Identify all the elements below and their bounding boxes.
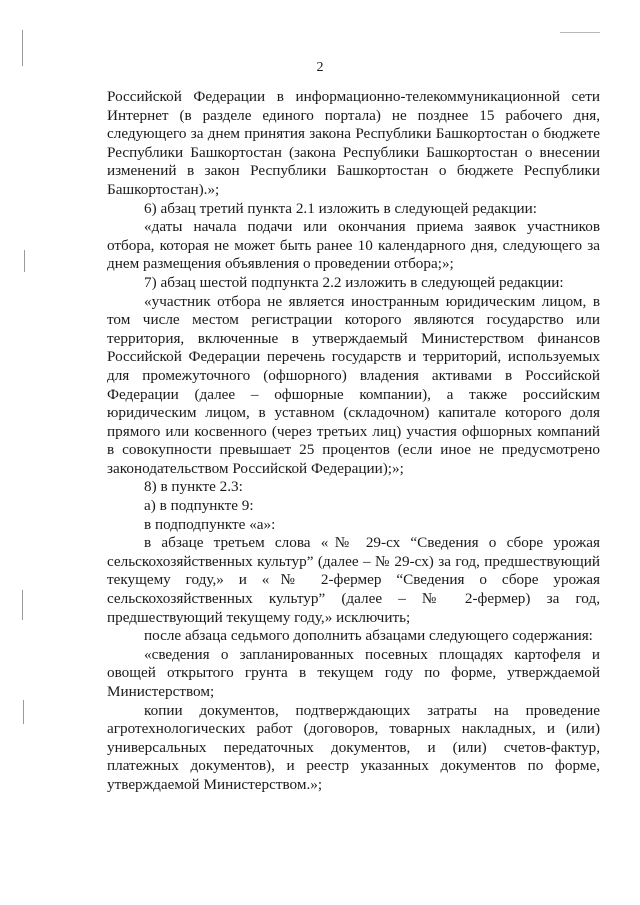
scan-corner-mark [560,32,600,33]
paragraph: в подподпункте «а»: [144,515,276,533]
paragraph: а) в подпункте 9: [144,497,254,515]
paragraph: «участник отбора не является иностранным юридическим лицом, в том числе местом регистрации которого являются государство или территория, включенные в утверждаемый Министерством финансов Российской Федерации перечень государств и территорий, используемых для промежуточного (офшорного) владения активами в Российской Федерации (далее – офшорные компании), а также российским юридическим лицом, в уставном (складочном) капитале которого доля прямого или косвенного (через третьих лиц) участия офшорных компаний в совокупности превышает 25 процентов (если иное не предусмотрено законодательством Российской Федерации);»; [107,292,600,477]
paragraph: в абзаце третьем слова «№ 29-сх “Сведения о сборе урожая сельскохозяйственных культур” (далее – № 29-сх) за год, предшествующий текущему году,» и «№ 2-фермер “Сведения о сборе урожая сельскохозяйственных культур” (далее – № 2-фермер) за год, предшествующий текущему году,» исключить; [107,534,600,626]
paragraph: копии документов, подтверждающих затраты на проведение агротехнологических работ (договоров, товарных накладных, и (или) универсальных передаточных документов, и (или) счетов-фактур, платежных документов), и реестр указанных документов по форме, утверждаемой Министерством.»; [107,701,600,793]
scan-margin-mark [22,590,23,620]
paragraph: 7) абзац шестой подпункта 2.2 изложить в следующей редакции: [144,273,564,291]
page-number: 2 [316,60,324,75]
scan-margin-mark [24,250,25,272]
paragraph: «даты начала подачи или окончания приема заявок участников отбора, которая не может быть ранее 10 календарного дня, следующего за днем размещения объявления о проведении отбора;»; [107,218,600,273]
scan-margin-mark [23,700,24,724]
paragraph: 8) в пункте 2.3: [144,478,243,496]
paragraph: «сведения о запланированных посевных площадях картофеля и овощей открытого грунта в текущем году по форме, утверждаемой Министерством; [107,645,600,700]
paragraph: Российской Федерации в информационно-телекоммуникационной сети Интернет (в разделе единого портала) не позднее 15 рабочего дня, следующего за днем принятия закона Республики Башкортостан о бюджете Республики Башкортостан (закона Республики Башкортостан о внесении изменений в закон Республики Башкортостан о бюджете Республики Башкортостан).»; [107,88,600,198]
paragraph: 6) абзац третий пункта 2.1 изложить в следующей редакции: [144,199,537,217]
document-body [107,88,600,795]
paragraph: после абзаца седьмого дополнить абзацами следующего содержания: [144,627,593,645]
